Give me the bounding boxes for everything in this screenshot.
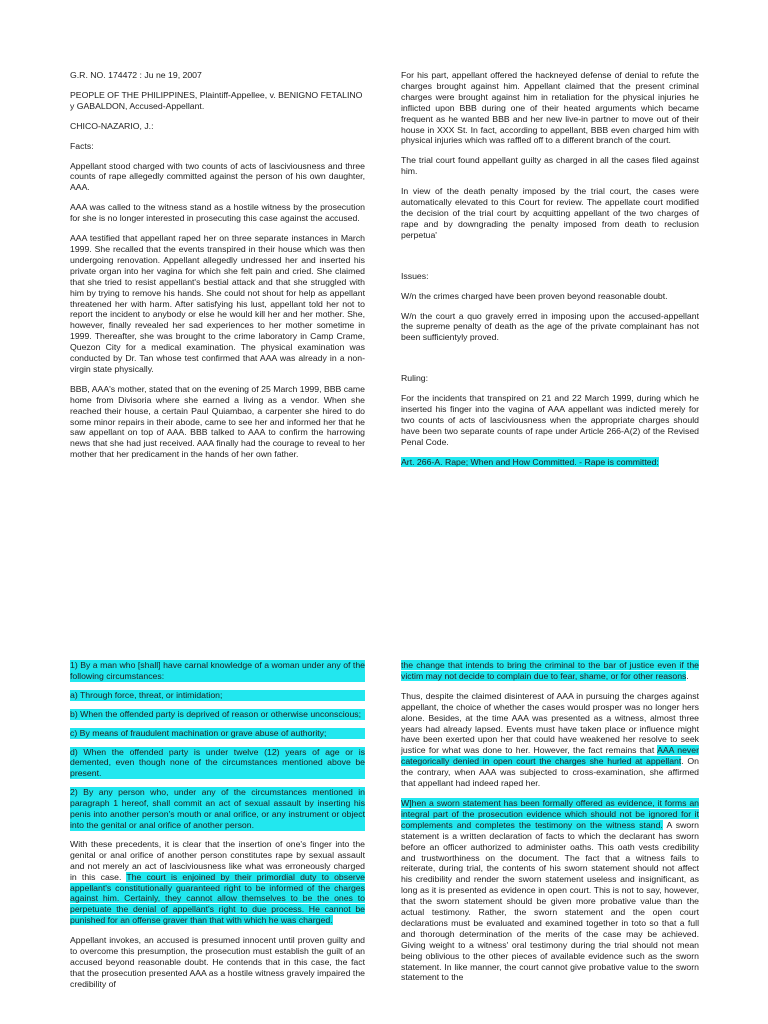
trial-paragraph: The trial court found appellant guilty as charged in all the cases filed against him. [401, 155, 699, 177]
review-paragraph: In view of the death penalty imposed by the trial court, the cases were automatically elevated to this Court for review. The appellate court modified the decision of the trial court by acquitting appellant of the two charges of rape and by downgrading the penalty imposed from death to reclusion perpetua' [401, 186, 699, 240]
sworn-statement-paragraph [401, 798, 699, 983]
top-left-column [70, 70, 365, 460]
top-right-column [401, 70, 699, 468]
article-clause-1b: b) When the offended party is deprived of reason or otherwise unconscious; [70, 709, 365, 720]
issues-heading: Issues: [401, 270, 429, 281]
thus-text-2: . On the contrary, when AAA was subjected to cross-examination, she affirmed that appellant had indeed raped her. [401, 756, 700, 789]
article-clause-1c: c) By means of fraudulent machination or grave abuse of authority; [70, 728, 365, 739]
precedents-text: With these precedents, it is clear that the insertion of one's finger into the genital or anal orifice of another person constitutes rape by sexual assault and not merely an act of lasciviousness like what was erroneously charged in this case. [70, 838, 365, 882]
thus-text-1: Thus, despite the claimed disinterest of AAA in pursuing the charges against appellant, the choice of whether the cases would prosper was no longer hers alone. Besides, at the time AAA was presented as a witness, almost three years had already lapsed. Events must have taken place or influence might have been exerted upon her that could have weakened her resolve to seek justice for what was done to her. However, the fact remains that [401, 690, 699, 756]
facts-paragraph-2: AAA was called to the witness stand as a hostile witness by the prosecution for she is no longer interested in prosecuting this case against the accused. [70, 202, 365, 224]
citation: G.R. NO. 174472 : Ju ne 19, 2007 [70, 70, 202, 80]
bottom-left-column [70, 660, 365, 990]
facts-heading: Facts: [70, 140, 94, 151]
article-clause-1d: d) When the offended party is under twelve (12) years of age or is demented, even though none of the circumstances mentioned above be present. [70, 746, 365, 779]
case-title: PEOPLE OF THE PHILIPPINES, Plaintiff-Appellee, v. BENIGNO FETALINO y GABALDON, Accused-Appellant. [70, 89, 363, 111]
invokes-paragraph: Appellant invokes, an accused is presumed innocent until proven guilty and to overcome this presumption, the prosecution must establish the guilt of an accused beyond reasonable doubt. He contends that in this case, the fact that the prosecution presented AAA as a hostile witness gravely impaired the credibility of [70, 935, 365, 989]
thus-highlight: AAA never categorically denied in open court the charges she hurled at appellant [401, 745, 699, 767]
article-266a-highlight: Art. 266-A. Rape; When and How Committed. - Rape is committed: [401, 456, 659, 467]
thus-paragraph [401, 691, 699, 789]
bottom-right-column [401, 660, 699, 983]
issue-1: W/n the crimes charged have been proven beyond reasonable doubt. [401, 290, 668, 301]
article-266a-heading [401, 457, 699, 468]
ponente: CHICO-NAZARIO, J.: [70, 120, 154, 131]
change-end: . [686, 670, 689, 681]
change-paragraph [401, 660, 699, 682]
sworn-highlight: W]hen a sworn statement has been formally offered as evidence, it forms an integral part of the prosecution evidence which should not be ignored for it complements and completes the testimony on the witness stand. [401, 797, 699, 830]
facts-paragraph-4: BBB, AAA's mother, stated that on the evening of 25 March 1999, BBB came home from Divisoria where she earned a living as a vendor. When she reached their house, a certain Paul Quiambao, a carpenter she hired to do some minor repairs in their abode, came to see her and informed her that he saw appellant on top of AAA. BBB talked to AAA to confirm the harrowing news that she had just received. AAA finally had the courage to reveal to her mother that her predicament in the hands of her own father. [70, 383, 365, 460]
change-highlight: the change that intends to bring the criminal to the bar of justice even if the victim may not decide to complain due to fear, shame, or for other reasons [401, 660, 699, 681]
article-clause-2: 2) By any person who, under any of the circumstances mentioned in paragraph 1 hereof, shall commit an act of sexual assault by inserting his penis into another person's mouth or anal orifice, or any instrument or object into the genital or anal orifice of another person. [70, 787, 365, 830]
ruling-heading: Ruling: [401, 373, 429, 384]
precedents-paragraph [70, 839, 365, 926]
defense-paragraph: For his part, appellant offered the hackneyed defense of denial to refute the charges brought against him. Appellant claimed that the present criminal charges were brought against him in retaliation for the physical injuries he inflicted upon BBB during one of their heated arguments which became frequent as he wanted BBB and her new live-in partner to move out of their house in XXX St. In fact, according to appellant, BBB even charged him with physical injuries which was raffled off to a different branch of the court. [401, 70, 699, 146]
ruling-paragraph: For the incidents that transpired on 21 and 22 March 1999, during which he inserted his finger into the vagina of AAA appellant was indicted merely for two counts of acts of lasciviousness when the appropriate charges should have been two separate counts of rape under Article 266-A(2) of the Revised Penal Code. [401, 393, 699, 447]
facts-paragraph-1: Appellant stood charged with two counts of acts of lasciviousness and three counts of rape allegedly committed against the person of his own daughter, AAA. [70, 160, 365, 193]
article-clause-1: 1) By a man who [shall] have carnal knowledge of a woman under any of the following circumstances: [70, 660, 365, 681]
precedents-highlight: The court is enjoined by their primordial duty to observe appellant's constitutionally guaranteed right to be informed of the charges against him. Certainly, they cannot allow themselves to be the ones to perpetuate the denial of appellant's right to due process. He cannot be punished for an offense graver than that with which he was charged. [70, 871, 365, 926]
article-clause-1a: a) Through force, threat, or intimidation; [70, 690, 365, 701]
facts-paragraph-3: AAA testified that appellant raped her on three separate instances in March 1999. She recalled that the events transpired in their house which was then undergoing renovation. Appellant allegedly undressed her and inserted his private organ into her vagina for which she felt pain and cried. She claimed that she tried to resist appellant's bestial attack and that she struggled with him by trying to remove his hands. She could not shout for help as appellant threatened her with harm. After satisfying his lust, appellant told her not to report the incident to anybody or else he would kill her and her mother. She, however, finally revealed her sad experiences to her mother sometime in 1999. Thereafter, she was brought to the crime laboratory in Camp Crame, Quezon City for a medical examination. The physical examination was conducted by Dr. Tan whose test confirmed that AAA was already in a non-virgin state physically. [70, 233, 365, 374]
sworn-text: A sworn statement is a written declaration of facts to which the declarant has sworn before an officer authorized to administer oaths. This oath vests credibility and trustworthiness on the document. The fact that a witness fails to reiterate, during trial, the contents of his sworn statement should not affect his credibility and render the sworn statement useless and insignificant, as long as it is presented as evidence in open court. This is not to say, however, that the sworn statement should be given more probative value than the actual testimony. Rather, the sworn statement and the open court declarations must be evaluated and examined together in toto so that a full and thorough determination of the merits of the case may be achieved. Giving weight to a witness' oral testimony during the trial should not mean being oblivious to the other pieces of available evidence such as the sworn statement. In like manner, the court cannot give probative value to the sworn statement to the [401, 819, 699, 983]
issue-2: W/n the court a quo gravely erred in imposing upon the accused-appellant the supreme penalty of death as the age of the private complainant has not been sufficientyly proved. [401, 310, 699, 343]
